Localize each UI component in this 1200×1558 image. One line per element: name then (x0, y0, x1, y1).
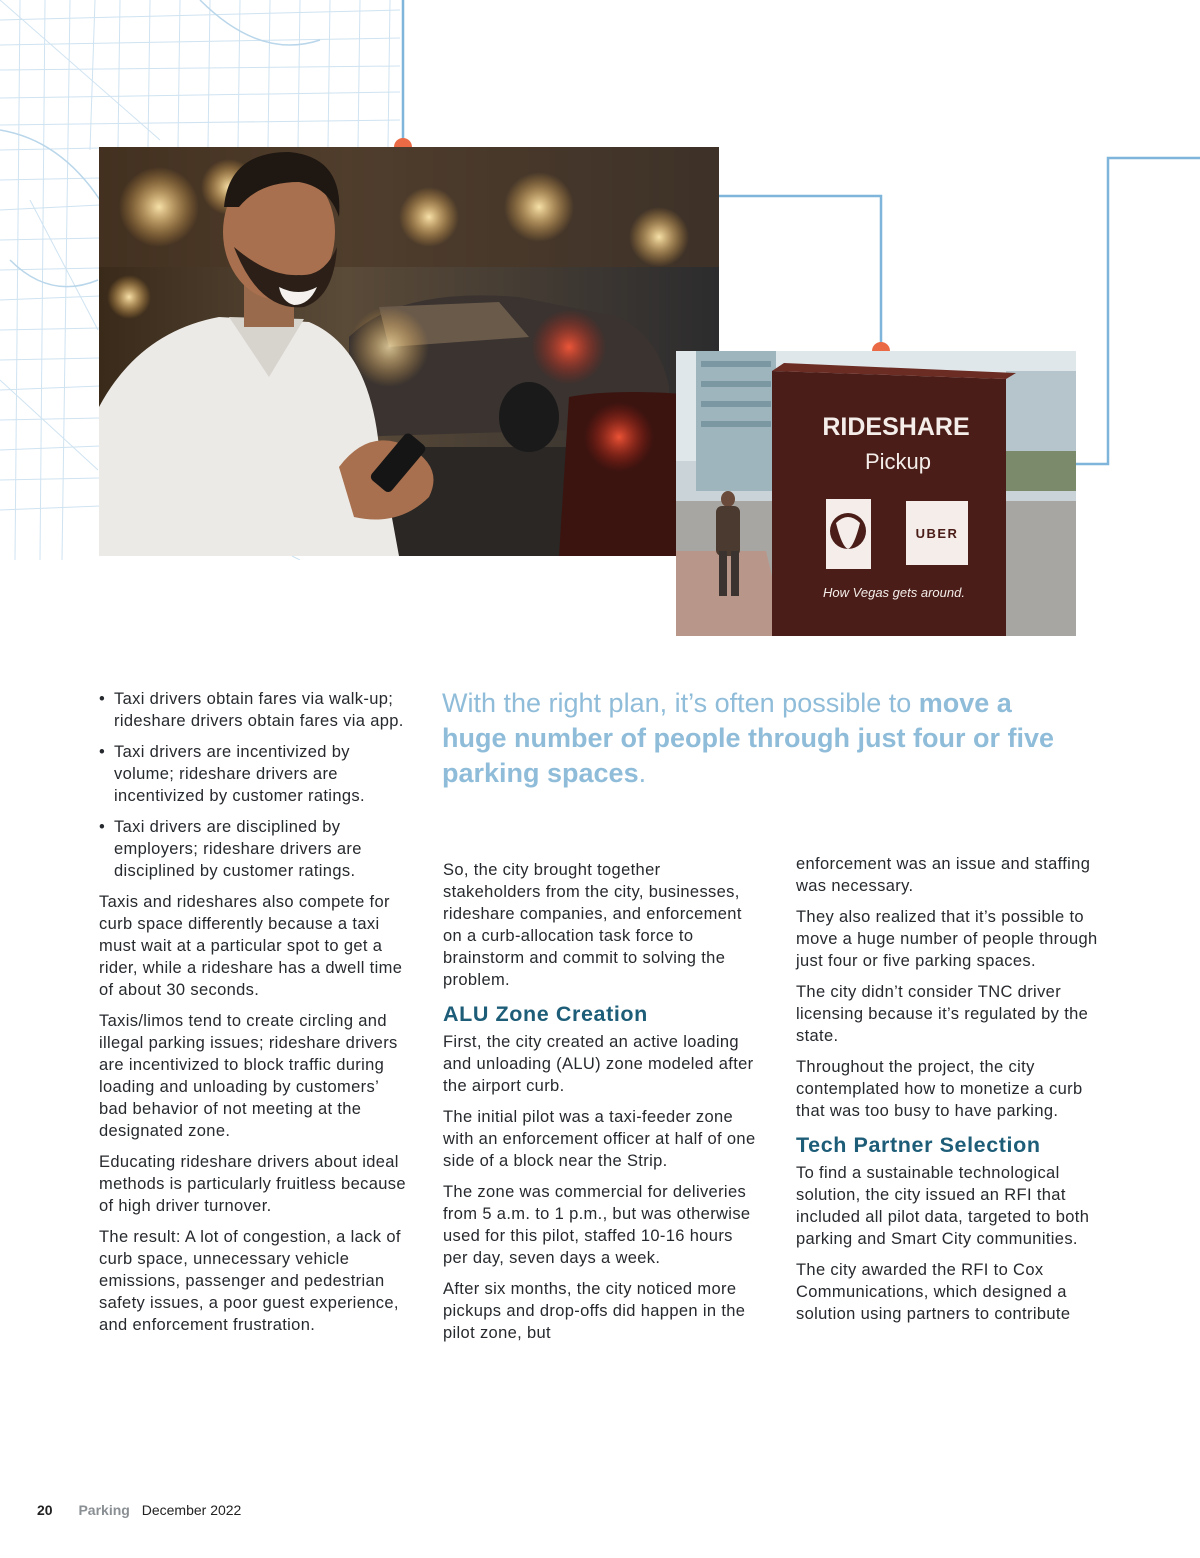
paragraph: To find a sustainable technological solution, the city issued an RFI that included all pilot data, targeted to both parking and Smart City communities. (796, 1164, 1090, 1248)
paragraph: enforcement was an issue and staffing was necessary. (796, 855, 1091, 895)
paragraph: The city awarded the RFI to Cox Communications, which designed a solution using partners to contribute (796, 1261, 1071, 1323)
comparison-list (99, 688, 409, 882)
paragraph: The zone was commercial for deliveries from 5 a.m. to 1 p.m., but was otherwise used for this pilot, staffed 10-16 hours per day, seven days a week. (443, 1183, 751, 1267)
magazine-name: Parking (78, 1502, 130, 1518)
paragraph: Educating rideshare drivers about ideal methods is particularly fruitless because of high driver turnover. (99, 1153, 406, 1215)
pull-quote-lead: With the right plan, it’s often possible to (442, 688, 919, 718)
uber-logo-text: UBER (915, 526, 959, 541)
paragraph: First, the city created an active loading and unloading (ALU) zone modeled after the airport curb. (443, 1033, 754, 1095)
pull-quote-tail: . (638, 758, 647, 788)
pull-quote (442, 686, 1082, 791)
sign-subtitle: Pickup (864, 449, 932, 474)
pull-quote-emphasis: move a huge number of people through just four or five parking spaces (442, 688, 1054, 788)
section-heading-alu-zone: ALU Zone Creation (443, 1002, 648, 1026)
paragraph: So, the city brought together stakeholders from the city, businesses, rideshare companies, and enforcement on a curb-allocation task force to brainstorm and commit to solving the problem. (443, 861, 742, 989)
paragraph: The initial pilot was a taxi-feeder zone with an enforcement officer at half of one side of a block near the Strip. (443, 1108, 756, 1170)
paragraph: The city didn’t consider TNC driver licensing because it’s regulated by the state. (796, 983, 1089, 1045)
photo-driver-with-phone (99, 147, 719, 556)
list-item: • Taxi drivers are incentivized by volume; rideshare drivers are incentivized by customer ratings. (99, 741, 409, 807)
issue-date: December 2022 (141, 1502, 242, 1518)
paragraph: Throughout the project, the city contemplated how to monetize a curb that was too busy to have parking. (796, 1058, 1083, 1120)
list-item: • Taxi drivers are disciplined by employers; rideshare drivers are disciplined by customer ratings. (99, 816, 409, 882)
paragraph: The result: A lot of congestion, a lack of curb space, unnecessary vehicle emissions, passenger and pedestrian safety issues, a poor guest experience, and enforcement frustration. (99, 1228, 401, 1334)
sign-title: RIDESHARE (822, 413, 970, 441)
paragraph: After six months, the city noticed more pickups and drop-offs did happen in the pilot zone, but (443, 1280, 746, 1342)
sign-slogan: How Vegas gets around. (823, 585, 965, 600)
paragraph: They also realized that it’s possible to move a huge number of people through just four or five parking spaces. (796, 908, 1098, 970)
paragraph: Taxis/limos tend to create circling and illegal parking issues; rideshare drivers are incentivized to block traffic during loading and unloading by customers’ bad behavior of not meeting at the designated zone. (99, 1012, 398, 1140)
article-column-2 (443, 859, 761, 1353)
list-item: • Taxi drivers obtain fares via walk-up; rideshare drivers obtain fares via app. (99, 688, 409, 732)
page-footer (37, 1502, 241, 1522)
photo-rideshare-sign (676, 351, 1076, 636)
page-number: 20 (37, 1502, 53, 1518)
paragraph: Taxis and rideshares also compete for curb space differently because a taxi must wait at a particular spot to get a rider, while a rideshare has a dwell time of about 30 seconds. (99, 893, 403, 999)
section-heading-tech-partner: Tech Partner Selection (796, 1133, 1041, 1157)
lion-logo-icon (826, 499, 871, 569)
article-column-1 (99, 688, 409, 1345)
article-column-3 (796, 853, 1114, 1334)
